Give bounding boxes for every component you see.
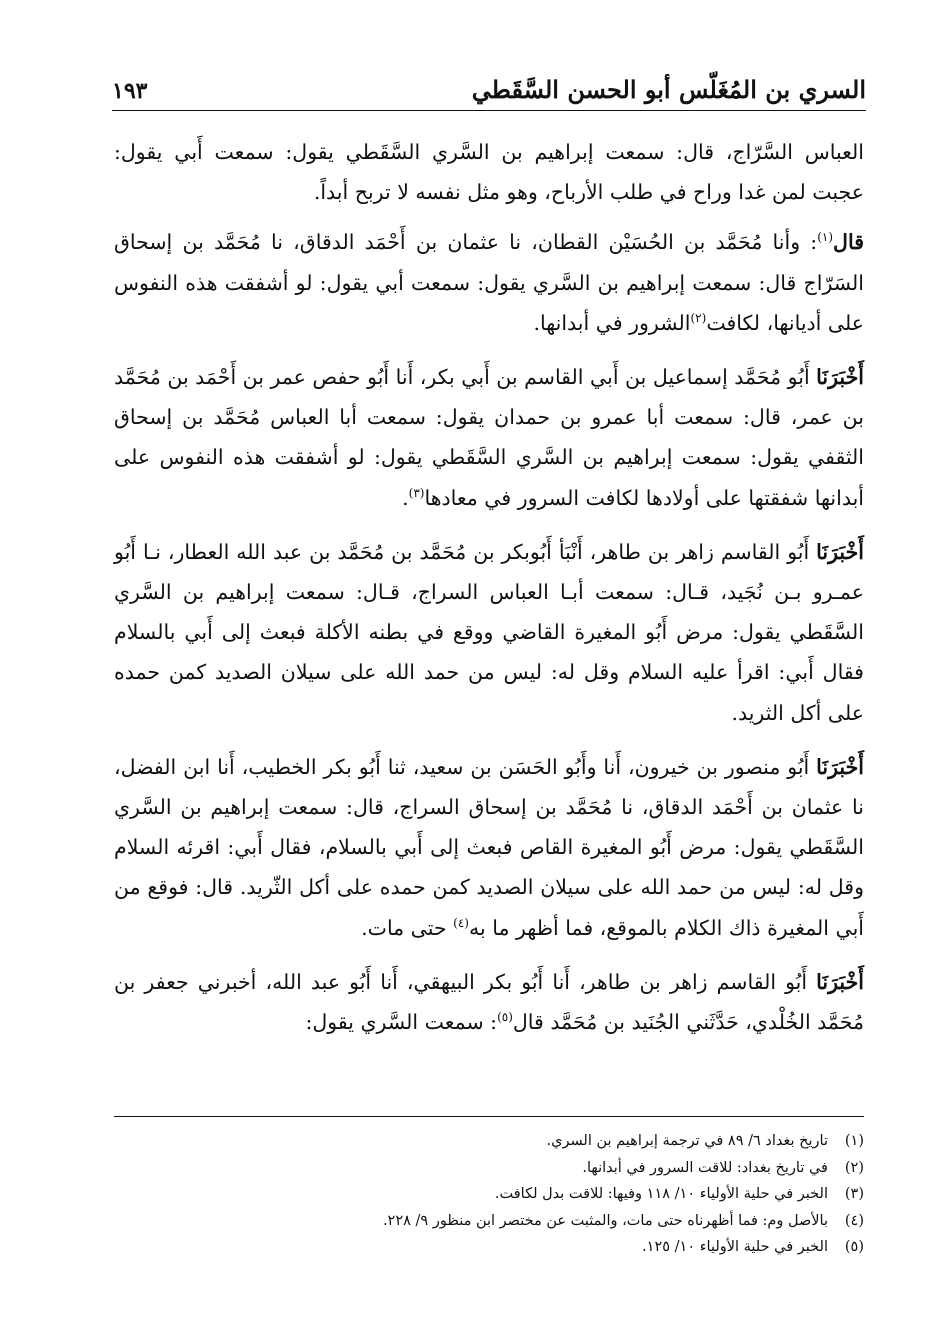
paragraph-lead: أَخْبَرَنَا: [816, 365, 864, 390]
footnote-ref-3[interactable]: (٣): [408, 485, 425, 500]
footnote-ref-4[interactable]: (٤): [453, 915, 469, 930]
footnote-item: [114, 1155, 864, 1182]
footnote-text: بالأصل وم: فما أظهرناه حتى مات، والمثبت عن مختصر ابن منظور ٩/ ٢٢٨.: [382, 1212, 828, 1229]
running-title: السري بن المُغَلّس أبو الحسن السَّقَطي: [471, 75, 866, 104]
footnote-item: [114, 1208, 864, 1235]
footnote-item: [114, 1128, 864, 1155]
page-header: [112, 68, 866, 111]
footnote-number: (٥): [844, 1239, 864, 1255]
paragraph-5: [114, 747, 864, 948]
paragraph-text: أَبُو القاسم زاهر بن طاهر، أَنا أَبُو بكر البيهقي، أَنا أَبُو عبد الله، أخبرني جعفر بن مُحَمَّد الخُلْدي، حَدَّثَني الجُنَيد بن مُحَمَّد قال: [114, 969, 864, 1035]
footnote-divider: [114, 1116, 864, 1117]
paragraph-lead: أَخْبَرَنَا: [816, 539, 864, 564]
main-text: [114, 132, 864, 1056]
paragraph-text: أَبُو مُحَمَّد إسماعيل بن أَبي القاسم بن أَبي بكر، أَنا أَبُو حفص عمر بن أَحْمَد بن مُحَمَّد بن عمر، قال: سمعت أبا عمرو بن حمدان يقول: سمعت أبا العباس مُحَمَّد بن إسحاق الثقفي يقول: سمعت إبراهيم بن السَّري السَّقَطي يقول: لو أشفقت هذه النفوس على أبدانها شفقتها على أولادها لكافت السرور في معادها: [114, 365, 864, 510]
footnote-item: [114, 1234, 864, 1261]
paragraph-text: : وأنا مُحَمَّد بن الحُسَيْن القطان، نا عثمان بن أَحْمَد الدقاق، نا مُحَمَّد بن إسحاق السَرّاج قال: سمعت إبراهيم بن السَّري يقول: سمعت أبي يقول: لو أشفقت هذه النفوس على أديانها، لكافت: [114, 230, 864, 335]
footnote-text: الخبر في حلية الأولياء ١٠/ ١٢٥.: [642, 1239, 828, 1255]
paragraph-lead: أَخْبَرَنَا: [816, 754, 864, 779]
paragraph-text: : سمعت السَّري يقول:: [305, 1010, 498, 1035]
footnote-text: تاريخ بغداد ٦/ ٨٩ في ترجمة إبراهيم بن السري.: [546, 1133, 828, 1149]
paragraph-text: الشرور في أبدانها.: [533, 310, 691, 335]
footnote-ref-5[interactable]: (٥): [497, 1010, 513, 1025]
paragraph-text: .: [402, 485, 409, 510]
paragraph-6: [114, 962, 864, 1042]
footnote-number: (٢): [844, 1159, 864, 1176]
footnote-number: (٣): [844, 1186, 864, 1202]
paragraph-4: [114, 532, 864, 733]
paragraph-text: أَبُو القاسم زاهر بن طاهر، أَنْبَأ أَبُوبكر بن مُحَمَّد بن مُحَمَّد بن عبد الله العطار، نـا أَبُو عمـرو بـن نُجَيد، قـال: سمعت أبـا العباس السراج، قـال: سمعت إبراهيم بن السَّري السَّقَطي يقول: مرض أَبُو المغيرة القاضي ووقع في بطنه الأكلة فبعث إلى أَبي بالسلام فقال أَبي: اقرأ عليه السلام وقل له: ليس من حمد الله على سيلان الصديد كمن حمده على أكل الثريد.: [114, 539, 864, 725]
footnote-ref-1[interactable]: (١): [817, 230, 834, 245]
paragraph-1: [114, 132, 864, 212]
footnote-text: في تاريخ بغداد: للاقت السرور في أبدانها.: [582, 1159, 828, 1176]
paragraph-text: حتى مات.: [361, 915, 454, 940]
footnote-number: (٤): [844, 1212, 864, 1229]
paragraph-text: أَبُو منصور بن خيرون، أَنا وأَبُو الحَسَن بن سعيد، ثنا أَبُو بكر الخطيب، أَنا ابن الفضل، نا عثمان بن أَحْمَد الدقاق، نا مُحَمَّد بن إسحاق السراج، قال: سمعت إبراهيم بن السَّري السَّقَطي يقول: مرض أَبُو المغيرة القاص فبعث إلى أَبي بالسلام، فقال أَبي: اقرئه السلام وقل له: ليس من حمد الله على سيلان الصديد كمن حمده على أكل الثّريد. قال: فوقع من أَبي المغيرة ذاك الكلام بالموقع، فما أظهر ما به: [114, 754, 864, 940]
footnote-ref-2[interactable]: (٢): [690, 310, 707, 325]
paragraph-text: العباس السَّرّاج، قال: سمعت إبراهيم بن السَّري السَّقَطي يقول: سمعت أَبي يقول: عجبت لمن غدا وراح في طلب الأرباح، وهو مثل نفسه لا تربح أبداً.: [114, 140, 864, 205]
footnote-number: (١): [844, 1133, 864, 1149]
paragraph-3: [114, 357, 864, 518]
footnotes: [114, 1128, 864, 1261]
paragraph-2: [114, 222, 864, 343]
footnote-text: الخبر في حلية الأولياء ١٠/ ١١٨ وفيها: للاقت بدل لكافت.: [494, 1186, 828, 1202]
paragraph-lead: أَخْبَرَنَا: [816, 969, 864, 994]
paragraph-lead: قال: [833, 230, 864, 255]
page-number: ١٩٣: [112, 78, 148, 104]
footnote-item: [114, 1181, 864, 1208]
